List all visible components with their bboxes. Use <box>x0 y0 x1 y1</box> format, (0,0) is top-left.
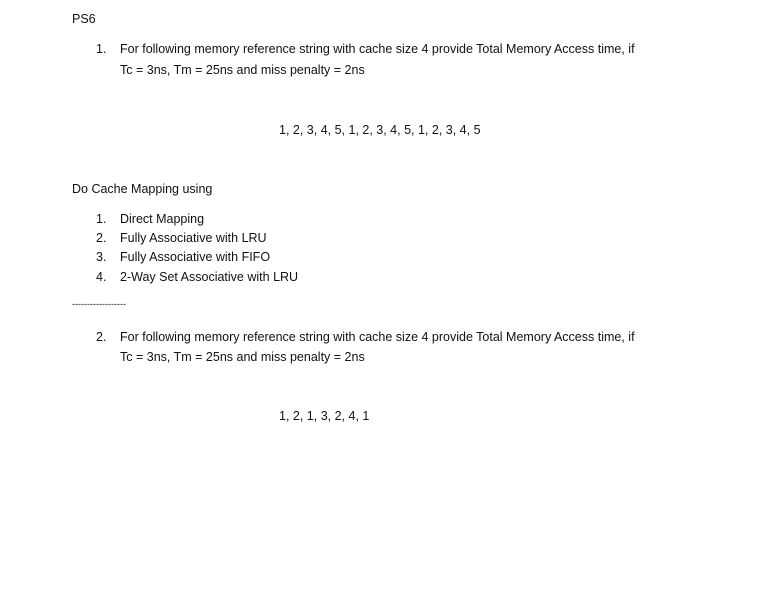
mapping-intro: Do Cache Mapping using <box>72 182 213 196</box>
question-1-line-1: For following memory reference string with cache size 4 provide Total Memory Access time, if <box>120 42 635 56</box>
list-item-number: 3. <box>96 250 107 264</box>
separator-line: ------------------ <box>72 299 126 309</box>
list-item-number: 1. <box>96 212 107 226</box>
list-item-number: 4. <box>96 270 107 284</box>
question-1-line-2: Tc = 3ns, Tm = 25ns and miss penalty = 2ns <box>120 63 365 77</box>
list-item-label: Fully Associative with LRU <box>120 231 267 245</box>
question-1-number: 1. <box>96 42 107 56</box>
question-2-line-2: Tc = 3ns, Tm = 25ns and miss penalty = 2ns <box>120 350 365 364</box>
list-item-label: 2-Way Set Associative with LRU <box>120 270 299 284</box>
question-2-reference-string: 1, 2, 1, 3, 2, 4, 1 <box>279 409 370 423</box>
list-item-number: 2. <box>96 231 107 245</box>
list-item-label: Fully Associative with FIFO <box>120 250 271 264</box>
question-2-line-1: For following memory reference string with cache size 4 provide Total Memory Access time, if <box>120 330 635 344</box>
list-item-label: Direct Mapping <box>120 212 205 226</box>
page-heading: PS6 <box>72 12 96 26</box>
question-1-reference-string: 1, 2, 3, 4, 5, 1, 2, 3, 4, 5, 1, 2, 3, 4, 5 <box>279 123 481 137</box>
question-2-number: 2. <box>96 330 107 344</box>
